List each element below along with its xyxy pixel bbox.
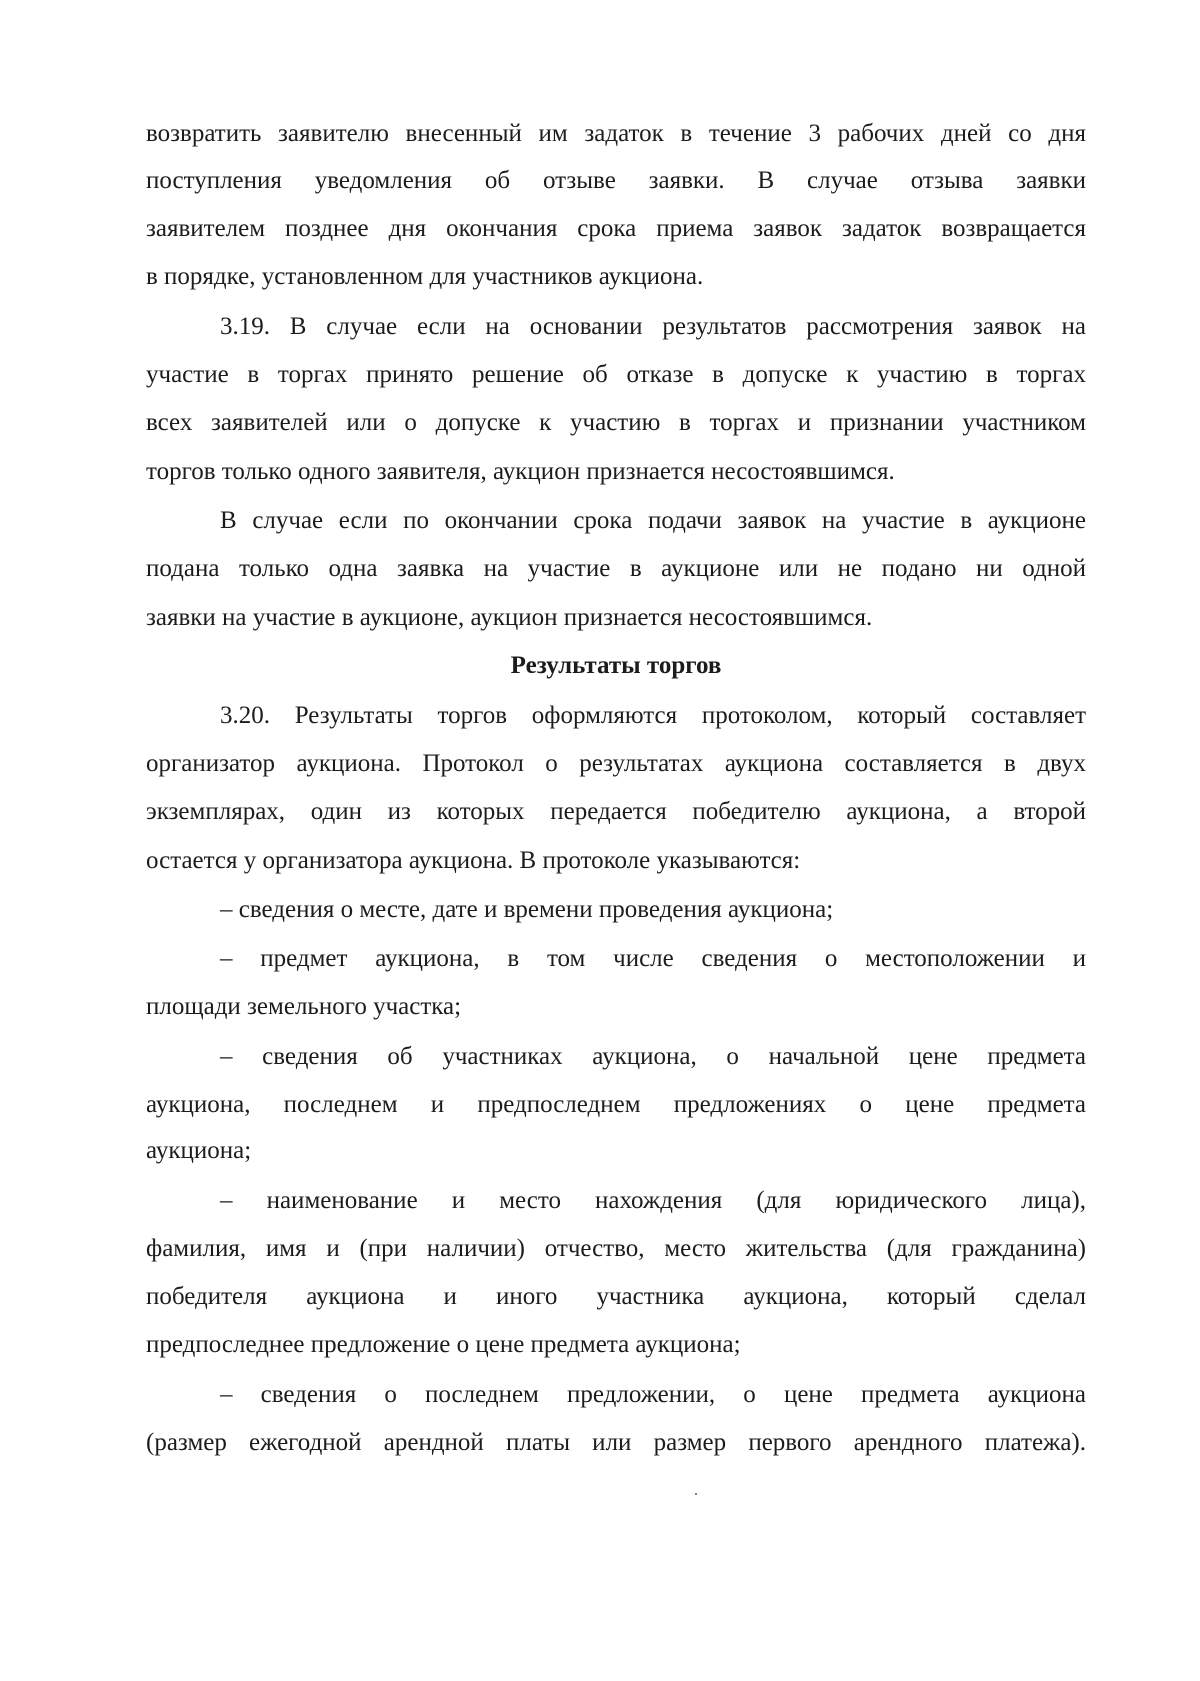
text-line: победителя аукциона и иного участника аукциона, который сделал — [146, 1283, 1086, 1310]
text-line: в порядке, установленном для участников аукциона. — [146, 263, 704, 290]
text-line: организатор аукциона. Протокол о результатах аукциона составляется в двух — [146, 750, 1086, 777]
text-line: аукциона; — [146, 1137, 252, 1164]
list-item: – наименование и место нахождения (для юридического лица), — [220, 1187, 1086, 1214]
text-line: подана только одна заявка на участие в аукционе или не подано ни одной — [146, 555, 1086, 582]
paragraph-3-19-first-line: 3.19. В случае если на основании результатов рассмотрения заявок на — [220, 313, 1086, 340]
scan-speck — [695, 1493, 697, 1495]
text-line: поступления уведомления об отзыве заявки. В случае отзыва заявки — [146, 167, 1086, 194]
section-heading: Результаты торгов — [510, 652, 722, 679]
text-line: остается у организатора аукциона. В протоколе указываются: — [146, 847, 801, 874]
text-line: заявки на участие в аукционе, аукцион признается несостоявшимся. — [146, 604, 873, 631]
list-item: – сведения об участниках аукциона, о начальной цене предмета — [220, 1043, 1086, 1070]
text-line: аукциона, последнем и предпоследнем предложениях о цене предмета — [146, 1091, 1086, 1118]
text-line: предпоследнее предложение о цене предмета аукциона; — [146, 1331, 741, 1358]
text-line: участие в торгах принято решение об отказе в допуске к участию в торгах — [146, 361, 1086, 388]
paragraph-3-20-first-line: 3.20. Результаты торгов оформляются протоколом, который составляет — [220, 702, 1086, 729]
text-line: (размер ежегодной арендной платы или размер первого арендного платежа). — [146, 1429, 1086, 1456]
text-line: площади земельного участка; — [146, 993, 462, 1020]
paragraph-first-line: В случае если по окончании срока подачи заявок на участие в аукционе — [220, 507, 1086, 534]
text-line: экземплярах, один из которых передается победителю аукциона, а второй — [146, 798, 1086, 825]
text-line: возвратить заявителю внесенный им задаток в течение 3 рабочих дней со дня — [146, 120, 1086, 147]
text-line: фамилия, имя и (при наличии) отчество, место жительства (для гражданина) — [146, 1235, 1086, 1262]
text-line: торгов только одного заявителя, аукцион признается несостоявшимся. — [146, 458, 895, 485]
text-line: заявителем позднее дня окончания срока приема заявок задаток возвращается — [146, 215, 1086, 242]
text-line: всех заявителей или о допуске к участию в торгах и признании участником — [146, 409, 1086, 436]
list-item: – предмет аукциона, в том числе сведения о местоположении и — [220, 945, 1086, 972]
list-item: – сведения о месте, дате и времени проведения аукциона; — [220, 896, 834, 923]
list-item: – сведения о последнем предложении, о цене предмета аукциона — [220, 1381, 1086, 1408]
